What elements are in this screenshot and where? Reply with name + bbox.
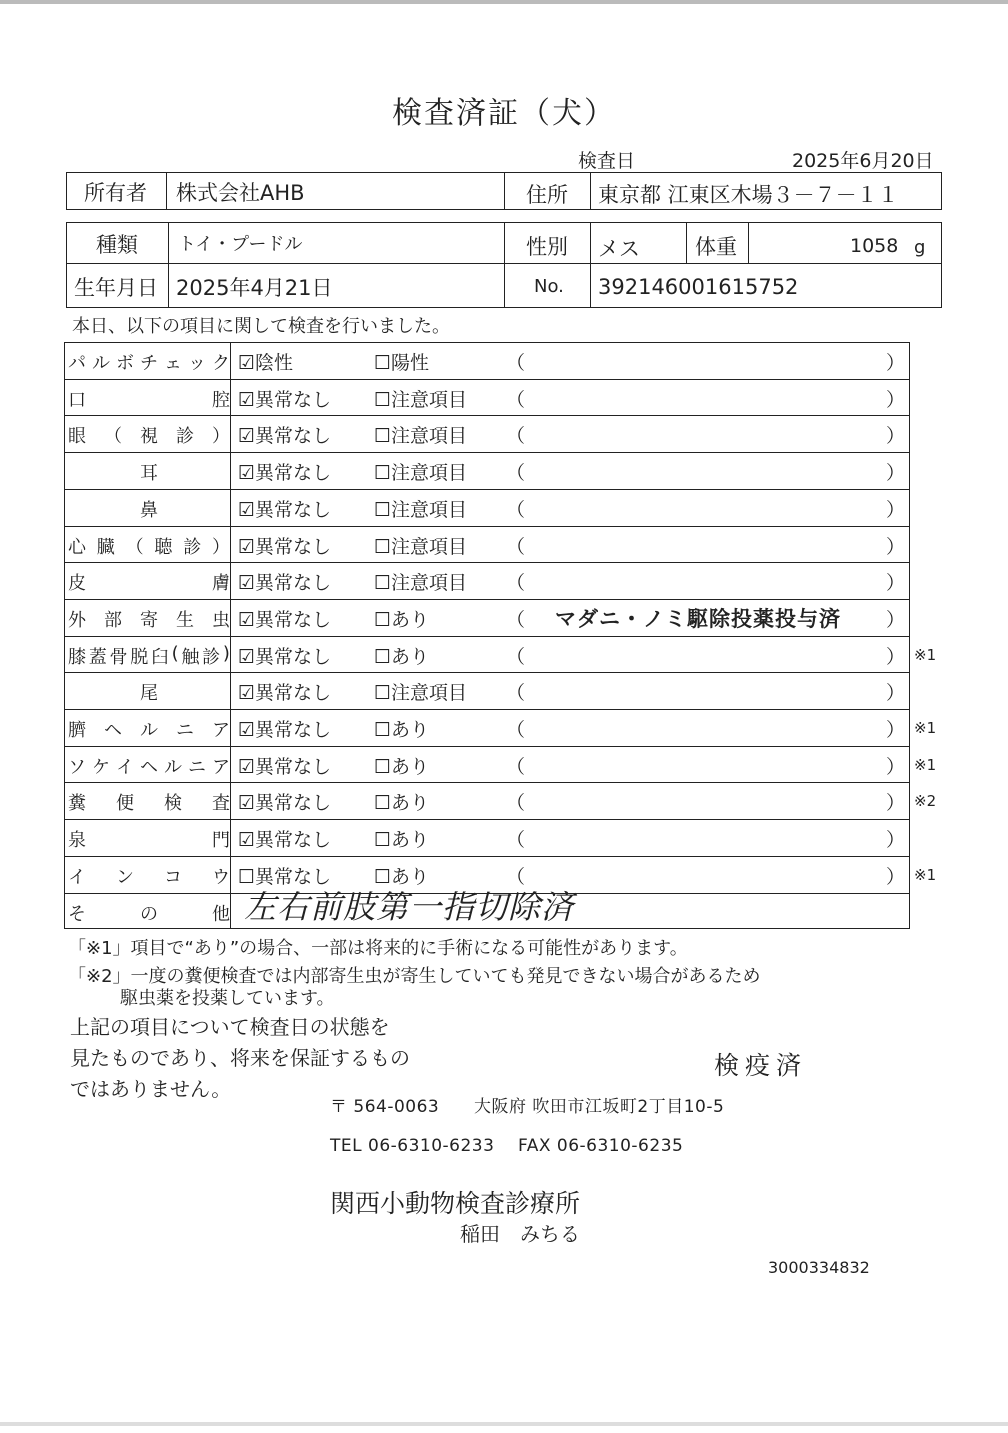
checkbox-option-2: ☐注意項目 xyxy=(374,498,468,521)
note-open-paren: （ xyxy=(506,608,526,631)
note-close-paren: ） xyxy=(886,865,906,888)
row-label-char: の xyxy=(140,903,158,925)
note-open-paren: （ xyxy=(506,498,526,521)
row-label-char: ア xyxy=(212,720,230,741)
row-label-char: ソ xyxy=(68,756,86,778)
checkbox-option-2: ☐あり xyxy=(374,792,430,815)
note-open-paren: （ xyxy=(506,572,526,595)
note-open-paren: （ xyxy=(506,535,526,558)
scan-edge-top xyxy=(0,0,1008,4)
row-divider xyxy=(64,709,910,710)
row-label-char: ェ xyxy=(164,353,182,374)
row-label-char: 生 xyxy=(176,609,194,631)
footnote-1: 「※1」項目で“あり”の場合、一部は将来的に手術になる可能性があります。 xyxy=(68,938,688,959)
row-label-char: 便 xyxy=(116,793,134,815)
note-close-paren: ） xyxy=(886,829,906,852)
checkbox-option-1: ☑異常なし xyxy=(238,792,332,815)
note-close-paren: ） xyxy=(886,792,906,815)
row-label-char: ン xyxy=(116,866,134,888)
checkbox-option-1: ☑異常なし xyxy=(238,535,332,558)
doctor-name: 稲田 みちる xyxy=(460,1222,580,1246)
row-label-char: 寄 xyxy=(140,609,158,631)
checkbox-option-2: ☐注意項目 xyxy=(374,682,468,705)
exam-date: 2025年6月20日 xyxy=(792,150,934,172)
clinic-address: 大阪府 吹田市江坂町2丁目10-5 xyxy=(474,1097,725,1117)
serial-number: 3000334832 xyxy=(768,1258,870,1277)
row-label xyxy=(68,826,230,852)
row-label-char: 臼 xyxy=(150,646,169,668)
weight-unit: g xyxy=(914,237,926,258)
row-label xyxy=(68,643,230,669)
row-label-char: ウ xyxy=(212,866,230,888)
owner-value: 株式会社AHB xyxy=(176,181,305,205)
checkbox-option-2: ☐あり xyxy=(374,719,430,741)
note-open-paren: （ xyxy=(506,792,526,815)
checkbox-option-1: ☑異常なし xyxy=(238,425,332,448)
note-open-paren: （ xyxy=(506,829,526,852)
parasite-treatment-note: マダニ・ノミ駆除投薬投与済 xyxy=(555,607,841,631)
footnote-mark: ※1 xyxy=(914,755,937,774)
row-label-char: ヘ xyxy=(140,756,158,778)
note-open-paren: （ xyxy=(506,755,526,778)
note-close-paren: ） xyxy=(886,425,906,448)
row-divider xyxy=(64,746,910,747)
checkbox-option-1: ☑異常なし xyxy=(238,682,332,705)
row-label-char: 膚 xyxy=(212,573,230,595)
footnote-mark: ※2 xyxy=(914,792,937,811)
row-label-char: 糞 xyxy=(68,793,86,815)
note-open-paren: （ xyxy=(506,682,526,705)
row-label-char: イ xyxy=(116,756,134,778)
row-label-char: そ xyxy=(68,903,86,925)
note-close-paren: ） xyxy=(886,352,906,374)
row-label-char: 蓋 xyxy=(88,646,107,668)
note-close-paren: ） xyxy=(886,682,906,705)
clinic-tel: TEL 06-6310-6233 xyxy=(330,1136,495,1156)
sex-label: 性別 xyxy=(526,235,568,259)
breed-value: トイ・プードル xyxy=(178,234,303,255)
footnote-2-cont: 駆虫薬を投薬しています。 xyxy=(120,988,335,1009)
checkbox-option-2: ☐注意項目 xyxy=(374,425,468,448)
note-close-paren: ） xyxy=(886,719,906,741)
row-label xyxy=(68,679,230,705)
row-label-char: ボ xyxy=(116,353,134,374)
row-label-char: ヘ xyxy=(104,720,122,741)
checkbox-option-1: ☐異常なし xyxy=(238,865,332,888)
row-label-char: 診 xyxy=(183,536,202,558)
row-label xyxy=(68,606,230,632)
checkbox-option-2: ☐注意項目 xyxy=(374,388,468,411)
note-open-paren: （ xyxy=(506,352,526,374)
row-divider xyxy=(64,526,910,527)
row-label-char: 眼 xyxy=(68,426,86,448)
row-label-char: ル xyxy=(164,756,182,778)
row-label-char: 口 xyxy=(68,389,86,411)
row-label xyxy=(68,716,230,742)
owner-label: 所有者 xyxy=(84,181,147,205)
page-title: 検査済証（犬） xyxy=(392,96,616,131)
row-label-char: 鼻 xyxy=(140,499,158,521)
row-label-char: 泉 xyxy=(68,830,86,852)
row-label xyxy=(68,863,230,889)
sex-value: メス xyxy=(598,237,640,261)
row-divider xyxy=(64,782,910,783)
row-label-char: ニ xyxy=(188,756,206,778)
row-label-char: 膝 xyxy=(68,646,86,668)
row-label-other xyxy=(68,900,230,926)
checkbox-option-2: ☐あり xyxy=(374,829,430,852)
row-divider xyxy=(64,672,910,673)
row-label-char: 皮 xyxy=(68,573,86,595)
row-divider xyxy=(64,562,910,563)
no-label: No. xyxy=(534,276,564,297)
row-divider xyxy=(64,489,910,490)
row-label-char: 門 xyxy=(212,830,230,852)
footnote-2: 「※2」一度の糞便検査では内部寄生虫が寄生していても発見できない場合があるため xyxy=(68,966,761,987)
row-label-char: ケ xyxy=(92,756,110,778)
row-label-char: ル xyxy=(92,353,110,374)
row-label xyxy=(68,789,230,815)
row-label-char: チ xyxy=(140,353,158,374)
row-label xyxy=(68,753,230,779)
checkbox-option-1: ☑異常なし xyxy=(238,608,332,631)
checkbox-option-1: ☑異常なし xyxy=(238,829,332,852)
breed-label: 種類 xyxy=(96,233,138,257)
no-value: 392146001615752 xyxy=(598,275,799,299)
footnote-mark: ※1 xyxy=(914,719,937,737)
checkbox-option-1: ☑異常なし xyxy=(238,572,332,595)
row-label-char: 脱 xyxy=(130,646,149,668)
checkbox-option-1: ☑異常なし xyxy=(238,498,332,521)
note-close-paren: ） xyxy=(886,755,906,778)
row-label xyxy=(68,496,230,522)
weight-label: 体重 xyxy=(695,235,737,259)
row-label-char: 診 xyxy=(202,646,221,668)
row-label-char: 耳 xyxy=(140,463,158,485)
row-divider xyxy=(64,819,910,820)
scan-edge-bottom xyxy=(0,1422,1008,1426)
note-close-paren: ） xyxy=(886,498,906,521)
checkbox-option-1: ☑陰性 xyxy=(238,352,294,374)
row-label-char: （ xyxy=(125,536,144,558)
exam-date-label: 検査日 xyxy=(578,150,636,172)
birth-value: 2025年4月21日 xyxy=(176,276,333,300)
clinic-fax: FAX 06-6310-6235 xyxy=(518,1136,684,1156)
row-label-char: 臓 xyxy=(96,536,115,558)
row-label-char: 心 xyxy=(68,536,86,558)
row-divider xyxy=(64,856,910,857)
row-label-char: ( xyxy=(171,642,179,664)
row-label-char: ニ xyxy=(176,720,194,741)
row-label xyxy=(68,349,230,375)
address-label: 住所 xyxy=(526,183,568,207)
checkbox-option-2: ☐注意項目 xyxy=(374,572,468,595)
row-label-char: ) xyxy=(222,642,230,664)
note-close-paren: ） xyxy=(886,535,906,558)
checkbox-option-2: ☐あり xyxy=(374,645,430,668)
note-open-paren: （ xyxy=(506,388,526,411)
row-label xyxy=(68,459,230,485)
row-label-char: 臍 xyxy=(68,720,86,741)
row-divider xyxy=(64,452,910,453)
checkbox-option-1: ☑異常なし xyxy=(238,388,332,411)
row-label-char: 腔 xyxy=(212,389,230,411)
row-label xyxy=(68,386,230,412)
checkbox-option-1: ☑異常なし xyxy=(238,755,332,778)
row-divider xyxy=(64,636,910,637)
inspection-stamp: 検疫済 xyxy=(714,1051,808,1080)
row-label-char: 検 xyxy=(164,793,182,815)
checkbox-option-2: ☐あり xyxy=(374,755,430,778)
row-label-char: 視 xyxy=(140,426,158,448)
note-open-paren: （ xyxy=(506,645,526,668)
note-close-paren: ） xyxy=(886,608,906,631)
row-label xyxy=(68,422,230,448)
row-label-char: 触 xyxy=(181,646,200,668)
row-divider xyxy=(64,379,910,380)
disclaimer-line: 見たものであり、将来を保証するもの xyxy=(70,1046,410,1070)
row-label-char: パ xyxy=(68,353,86,374)
other-handwritten: 左右前肢第一指切除済 xyxy=(244,888,575,926)
note-open-paren: （ xyxy=(506,425,526,448)
address-value: 東京都 江東区木場３－７－１１ xyxy=(598,183,899,207)
row-label-char: 尾 xyxy=(140,683,158,705)
footnote-mark: ※1 xyxy=(914,645,937,664)
checkbox-option-1: ☑異常なし xyxy=(238,462,332,485)
note-close-paren: ） xyxy=(886,645,906,668)
note-close-paren: ） xyxy=(886,462,906,485)
row-label-char: 診 xyxy=(176,426,194,448)
row-label-char: 聴 xyxy=(154,536,173,558)
note-open-paren: （ xyxy=(506,865,526,888)
note-open-paren: （ xyxy=(506,719,526,741)
weight-value: 1058 xyxy=(850,235,899,257)
row-label-char: 骨 xyxy=(109,646,128,668)
intro-text: 本日、以下の項目に関して検査を行いました。 xyxy=(72,316,450,337)
note-open-paren: （ xyxy=(506,462,526,485)
row-label-char: イ xyxy=(68,866,86,888)
row-label-char: （ xyxy=(104,426,122,448)
row-label-char: ） xyxy=(212,426,230,448)
checkbox-option-2: ☐あり xyxy=(374,608,430,631)
disclaimer-line: ではありません。 xyxy=(70,1077,232,1101)
note-close-paren: ） xyxy=(886,388,906,411)
note-close-paren: ） xyxy=(886,572,906,595)
row-divider xyxy=(64,599,910,600)
row-label-char: ル xyxy=(140,720,158,741)
row-label xyxy=(68,569,230,595)
row-label-char: ッ xyxy=(188,353,206,374)
checkbox-option-1: ☑異常なし xyxy=(238,719,332,741)
row-label-char: 他 xyxy=(212,903,230,925)
row-label-char: 部 xyxy=(104,609,122,631)
row-label-char: ア xyxy=(212,756,230,778)
checkbox-option-1: ☑異常なし xyxy=(238,645,332,668)
row-label-char: ） xyxy=(211,536,230,558)
disclaimer-line: 上記の項目について検査日の状態を xyxy=(70,1015,390,1039)
birth-label: 生年月日 xyxy=(74,276,158,300)
postal-code: 〒 564-0063 xyxy=(330,1097,440,1117)
checkbox-option-2: ☐陽性 xyxy=(374,352,430,374)
row-label-char: コ xyxy=(164,866,182,888)
checkbox-option-2: ☐注意項目 xyxy=(374,535,468,558)
row-divider xyxy=(64,415,910,416)
checkbox-option-2: ☐あり xyxy=(374,865,430,888)
footnote-mark: ※1 xyxy=(914,865,937,884)
checkbox-option-2: ☐注意項目 xyxy=(374,462,468,485)
clinic-name: 関西小動物検査診療所 xyxy=(330,1189,581,1218)
row-label-char: 査 xyxy=(212,793,230,815)
row-label-char: 虫 xyxy=(212,609,230,631)
row-label xyxy=(68,533,230,559)
row-label-char: ク xyxy=(212,353,230,374)
row-label-char: 外 xyxy=(68,609,86,631)
